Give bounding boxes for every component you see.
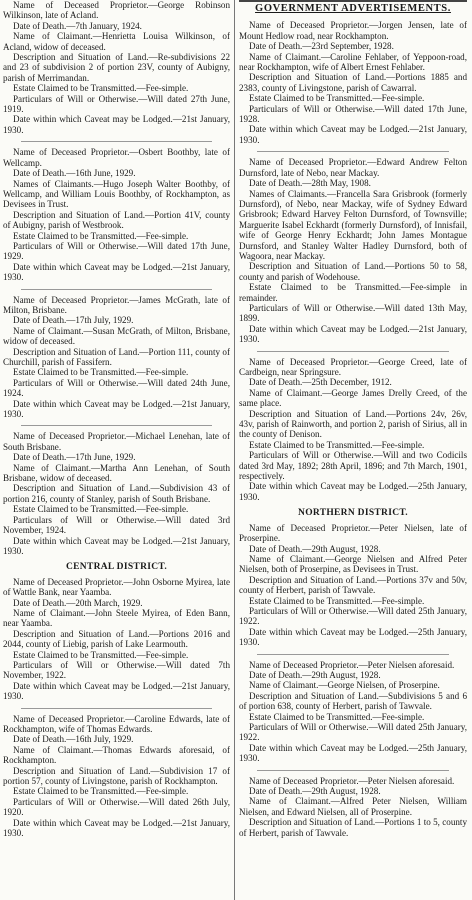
notice-paragraph: Description and Situation of Land.—Portions 50 to 58, county and parish of Wodehouse.	[239, 261, 467, 282]
notice-paragraph: Date within which Caveat may be Lodged.—21st January, 1930.	[3, 535, 230, 556]
notice-paragraph: Description and Situation of Land.—Portions 37v and 50v, county of Herbert, parish of Tawvale.	[239, 574, 467, 596]
notice-paragraph: Estate Claimed to be Transmitted.—Fee-simple.	[249, 439, 425, 450]
notice-paragraph: Description and Situation of Land.—Subdivisions 5 and 6 of portion 638, county of Herbert, parish of Tawvale.	[239, 690, 467, 712]
notice-block	[239, 660, 467, 764]
notice-paragraph: Particulars of Will or Otherwise.—Will dated 27th June, 1919.	[3, 93, 230, 115]
notice-paragraph: Name of Deceased Proprietor.—John Osborne Myirea, late of Wattle Bank, near Yaamba.	[3, 576, 230, 598]
notice-paragraph: Estate Claimed to be Transmitted.—Fee-simple.	[13, 83, 189, 94]
notice-paragraph: Particulars of Will or Otherwise.—Will dated 3rd November, 1924.	[3, 514, 230, 536]
notice-paragraph: Name of Deceased Proprietor.—George Robinson Wilkinson, late of Acland.	[3, 0, 230, 21]
notice-paragraph: Name of Deceased Proprietor.—Peter Nielsen aforesaid.	[249, 775, 455, 786]
notice-paragraph: Particulars of Will or Otherwise.—Will dated 24th June, 1924.	[3, 377, 230, 399]
notice-paragraph: Name of Claimant.—Henrietta Louisa Wilkinson, of Acland, widow of deceased.	[3, 31, 230, 52]
notice-paragraph: Estate Claimed to be Transmitted.—Fee-simple.	[249, 595, 425, 606]
notice-separator	[21, 141, 212, 142]
notice-paragraph: Estate Claimed to be Transmitted.—Fee-simple.	[13, 786, 189, 797]
notice-paragraph: Date of Death.—28th May, 1908.	[249, 178, 371, 189]
notice-paragraph: Date of Death.—29th August, 1928.	[249, 669, 381, 680]
notice-block	[3, 714, 230, 839]
notice-paragraph: Estate Claimed to be Transmitted.—Fee-simple.	[13, 367, 189, 378]
notice-paragraph: Particulars of Will or Otherwise.—Will and two Codicils dated 3rd May, 1892; 28th April, 1896; and 7th March, 1901, respectively.	[239, 450, 467, 482]
notice-paragraph: Name of Claimant.—George Nielsen and Alfred Peter Nielsen, both of Proserpine, as Devisees in Trust.	[239, 553, 467, 575]
district-heading: NORTHERN DISTRICT.	[298, 508, 408, 519]
notice-paragraph: Description and Situation of Land.—Portions 1885 and 2383, county of Livingstone, parish of Cawarral.	[239, 72, 467, 93]
notice-separator	[257, 351, 449, 352]
notice-separator	[257, 654, 449, 655]
notice-paragraph: Name of Claimant.—Caroline Fehlaber, of Yeppoon-road, near Rockhampton, wife of Albert Ernest Fehlaber.	[239, 51, 467, 73]
notice-paragraph: Estate Claimed to be Transmitted.—Fee-simple.	[249, 93, 425, 104]
notice-paragraph: Name of Deceased Proprietor.—James McGrath, late of Milton, Brisbane.	[3, 294, 230, 315]
district-heading: CENTRAL DISTRICT.	[65, 562, 167, 573]
notice-paragraph: Date of Death.—16th June, 1929.	[13, 168, 136, 179]
notice-block	[239, 357, 467, 503]
notice-paragraph: Name of Claimant.—John Steele Myirea, of Eden Bann, near Yaamba.	[3, 607, 230, 629]
notice-paragraph: Date of Death.—17th June, 1929.	[13, 452, 136, 463]
left-column	[3, 0, 230, 900]
notice-paragraph: Name of Deceased Proprietor.—Michael Lenehan, late of South Brisbane.	[3, 431, 230, 452]
notice-paragraph: Date within which Caveat may be Lodged.—21st January, 1930.	[3, 261, 230, 283]
column-divider	[234, 0, 235, 900]
notice-paragraph: Description and Situation of Land.—Subdivision 17 of portion 57, county of Livingstone, parish of Rockhampton.	[3, 765, 230, 787]
notice-paragraph: Date within which Caveat may be Lodged.—21st January, 1930.	[3, 817, 230, 839]
notice-block	[3, 295, 230, 420]
notice-paragraph: Name of Deceased Proprietor.—Caroline Edwards, late of Rockhampton, wife of Thomas Edwards.	[3, 713, 230, 734]
notice-block	[3, 562, 230, 701]
notice-separator	[21, 425, 212, 426]
notice-paragraph: Estate Claimed to be Transmitted.—Fee-simple.	[13, 230, 189, 241]
notice-paragraph: Name of Claimant.—George James Drelly Creed, of the same place.	[239, 387, 467, 409]
notice-paragraph: Name of Claimant.—Susan McGrath, of Milton, Brisbane, widow of deceased.	[3, 325, 230, 347]
notice-paragraph: Estate Claimed to be Transmitted.—Fee-simple.	[249, 711, 425, 722]
notice-paragraph: Date of Death.—29th August, 1928.	[249, 543, 381, 554]
notice-paragraph: Name of Claimant.—Martha Ann Lenehan, of South Brisbane, widow of deceased.	[3, 462, 230, 484]
notice-paragraph: Description and Situation of Land.—Portions 24v, 26v, 43v, parish of Rainworth, and portion 2, parish of Sirius, all in the county of Denison.	[239, 408, 467, 440]
notice-paragraph: Date of Death.—25th December, 1912.	[249, 377, 392, 388]
notice-paragraph: Particulars of Will or Otherwise.—Will dated 7th November, 1922.	[3, 659, 230, 681]
notice-paragraph: Name of Deceased Proprietor.—Peter Nielsen, late of Proserpine.	[239, 522, 467, 544]
notice-paragraph: Particulars of Will or Otherwise.—Will dated 26th July, 1920.	[3, 796, 230, 818]
notice-paragraph: Description and Situation of Land.—Portion 41V, county of Aubigny, parish of Westbrook.	[3, 209, 230, 231]
notice-block	[239, 157, 467, 344]
notice-paragraph: Date within which Caveat may be Lodged.—21st January, 1930.	[3, 680, 230, 702]
notice-paragraph: Name of Claimant.—Thomas Edwards aforesaid, of Rockhampton.	[3, 744, 230, 766]
notice-paragraph: Date within which Caveat may be Lodged.—21st January, 1930.	[3, 114, 230, 135]
notice-block	[239, 508, 467, 647]
notice-paragraph: Date within which Caveat may be Lodged.—21st January, 1930.	[239, 323, 467, 345]
notice-separator	[257, 770, 449, 771]
notice-block	[239, 776, 467, 838]
notice-separator	[21, 289, 212, 290]
notice-paragraph: Date of Death.—17th July, 1929.	[13, 315, 134, 326]
notice-paragraph: Estate Claimed to be Transmitted.—Fee-simple.	[13, 504, 189, 515]
notice-block	[3, 431, 230, 556]
notice-paragraph: Description and Situation of Land.—Re-subdivisions 22 and 23 of subdivision 2 of portion 23V, county of Aubigny, parish of Merrimandan.	[3, 52, 230, 83]
notice-paragraph: Name of Claimant.—Alfred Peter Nielsen, William Nielsen, and Edward Nielsen, all of Proserpine.	[239, 796, 467, 817]
notice-paragraph: Date within which Caveat may be Lodged.—25th January, 1930.	[239, 742, 467, 764]
notice-paragraph: Name of Deceased Proprietor.—Peter Nielsen aforesaid.	[249, 659, 455, 670]
notice-paragraph: Description and Situation of Land.—Portion 111, county of Churchill, parish of Fassifern.	[3, 346, 230, 367]
notice-paragraph: Date of Death.—20th March, 1929.	[13, 597, 143, 608]
notice-paragraph: Date of Death.—29th August, 1928.	[249, 786, 381, 797]
notice-paragraph: Names of Claimants.—Hugo Joseph Walter Boothby, of Wellcamp, and William Louis Boothby, of Rockhampton, as Devisees in Trust.	[3, 178, 230, 210]
notice-block	[239, 20, 467, 145]
notice-separator	[257, 151, 449, 152]
notice-paragraph: Particulars of Will or Otherwise.—Will dated 25th January, 1922.	[239, 605, 467, 627]
section-title: GOVERNMENT ADVERTISEMENTS.	[255, 3, 451, 14]
notice-paragraph: Date of Death.—7th January, 1924.	[13, 20, 142, 31]
notice-separator	[21, 708, 212, 709]
notice-paragraph: Name of Deceased Proprietor.—Osbert Boothby, late of Wellcamp.	[3, 147, 230, 168]
notice-paragraph: Date of Death.—16th July, 1929.	[13, 734, 134, 745]
notice-block	[3, 147, 230, 282]
notice-paragraph: Date within which Caveat may be Lodged.—25th January, 1930.	[239, 481, 467, 502]
notice-paragraph: Date of Death.—23rd September, 1928.	[249, 41, 394, 52]
notice-paragraph: Particulars of Will or Otherwise.—Will dated 17th June, 1929.	[3, 240, 230, 262]
notice-paragraph: Description and Situation of Land.—Subdivision 43 of portion 216, county of Stanley, parish of South Brisbane.	[3, 483, 230, 504]
notice-paragraph: Name of Deceased Proprietor.—Jorgen Jensen, late of Mount Hedlow road, near Rockhampton.	[239, 20, 467, 41]
notice-paragraph: Names of Claimants.—Francella Sara Grisbrook (formerly Durnsford), of Nebo, near Mackay, wife of Sydney Edward Grisbrook; Edward Harvey Felton Durnsford, of Townsville; Marguerite Isabel Eckhardt (formerly Durnsford), of Innisfail, wife of George Henry Eckhardt; John James Montague Durnsford, and Stanley Walter Hadley Durnsford, both of Wagoora, near Mackay.	[239, 188, 467, 261]
notice-paragraph: Particulars of Will or Otherwise.—Will dated 13th May, 1899.	[239, 302, 467, 324]
notice-paragraph: Date within which Caveat may be Lodged.—21st January, 1930.	[3, 398, 230, 420]
notice-paragraph: Name of Deceased Proprietor.—Edward Andrew Felton Durnsford, late of Nebo, near Mackay.	[239, 157, 467, 178]
right-column	[239, 0, 467, 900]
notice-paragraph: Name of Claimant.—George Nielsen, of Proserpine.	[249, 680, 440, 691]
notice-paragraph: Estate Claimed to be Transmitted.—Fee-simple.	[13, 649, 189, 660]
notice-paragraph: Description and Situation of Land.—Portions 2016 and 2044, county of Liebig, parish of Lake Learmouth.	[3, 628, 230, 650]
notice-block	[3, 0, 230, 135]
notice-paragraph: Name of Deceased Proprietor.—George Creed, late of Cardbeign, near Springsure.	[239, 356, 467, 377]
notice-paragraph: Estate Claimed to be Transmitted.—Fee-simple in remainder.	[239, 282, 467, 303]
notice-paragraph: Description and Situation of Land.—Portions 1 to 5, county of Herbert, parish of Tawvale.	[239, 817, 467, 838]
notice-paragraph: Date within which Caveat may be Lodged.—21st January, 1930.	[239, 124, 467, 145]
notice-paragraph: Particulars of Will or Otherwise.—Will dated 25th January, 1922.	[239, 722, 467, 743]
notice-paragraph: Date within which Caveat may be Lodged.—25th January, 1930.	[239, 626, 467, 648]
notice-paragraph: Particulars of Will or Otherwise.—Will dated 17th June, 1928.	[239, 103, 467, 125]
